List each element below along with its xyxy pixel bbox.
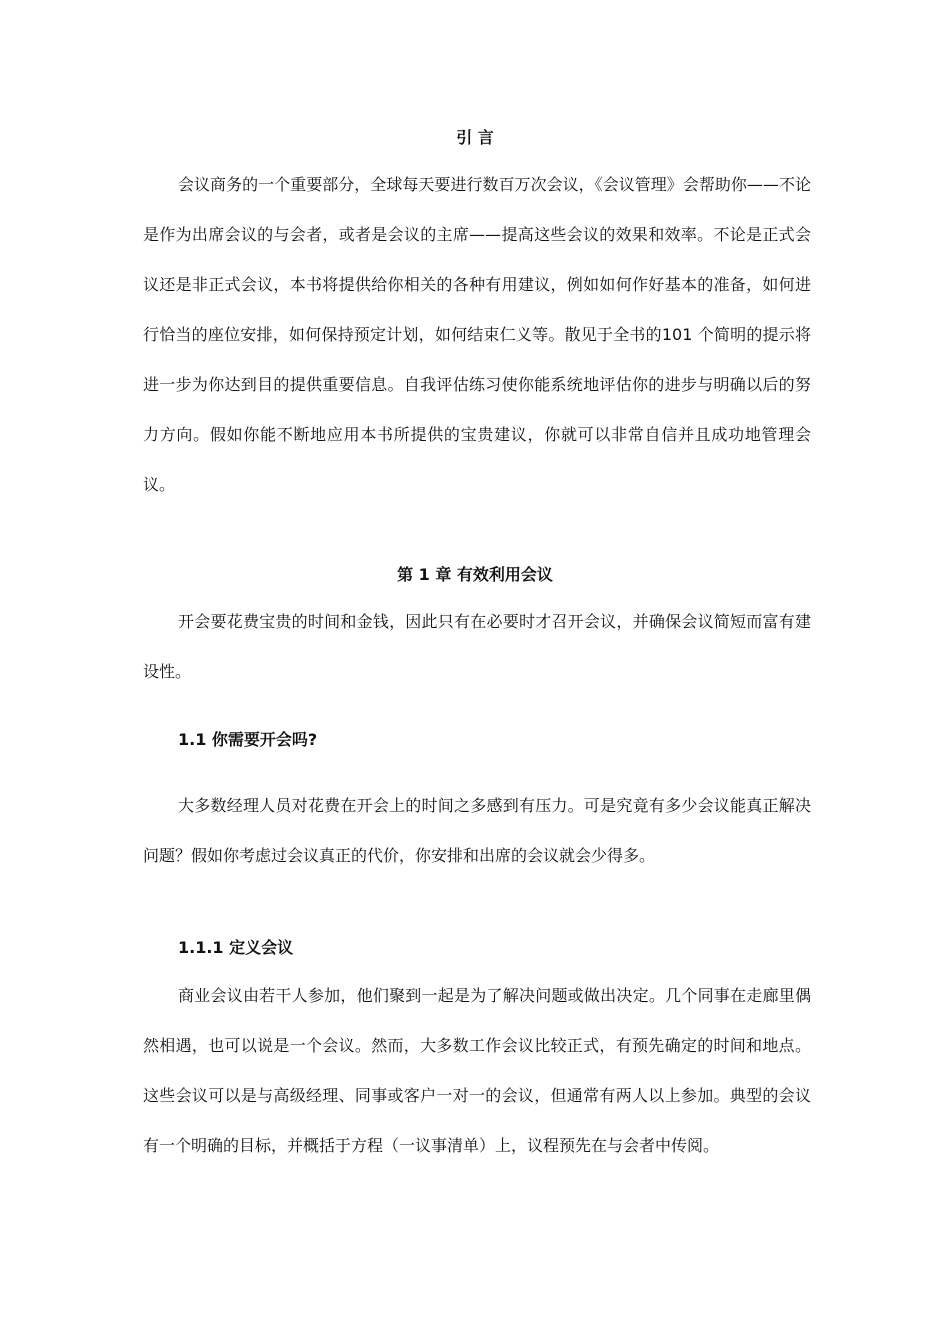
intro-paragraph: 会议商务的一个重要部分，全球每天要进行数百万次会议，《会议管理》会帮助你——不论是作为出席会议的与会者，或者是会议的主席——提高这些会议的效果和效率。不论是正式会议还是非正式会议，本书将提供给你相关的各种有用建议，例如如何作好基本的准备，如何进行恰当的座位安排，如何保持预定计划，如何结束仁义等。散见于全书的101 个简明的提示将进一步为你达到目的提供重要信息。自我评估练习使你能系统地评估你的进步与明确以后的努力方向。假如你能不断地应用本书所提供的宝贵建议，你就可以非常自信并且成功地管理会议。 <box>143 175 811 494</box>
section-1-1-title: 1.1 你需要开会吗? <box>178 730 318 749</box>
section-1-1-paragraph: 大多数经理人员对花费在开会上的时间之多感到有压力。可是究竟有多少会议能真正解决问题？假如你考虑过会议真正的代价，你安排和出席的会议就会少得多。 <box>143 796 811 865</box>
chapter-1-title: 第 1 章 有效利用会议 <box>397 565 553 584</box>
section-1-1-1-paragraph: 商业会议由若干人参加，他们聚到一起是为了解决问题或做出决定。几个同事在走廊里偶然相遇，也可以说是一个会议。然而，大多数工作会议比较正式，有预先确定的时间和地点。这些会议可以是与高级经理、同事或客户一对一的会议，但通常有两人以上参加。典型的会议有一个明确的目标，并概括于方程（一议事清单）上，议程预先在与会者中传阅。 <box>143 986 811 1155</box>
intro-title: 引 言 <box>456 128 494 147</box>
chapter-1-paragraph: 开会要花费宝贵的时间和金钱，因此只有在必要时才召开会议，并确保会议简短而富有建设性。 <box>143 612 811 681</box>
section-1-1-1-title: 1.1.1 定义会议 <box>178 938 294 957</box>
